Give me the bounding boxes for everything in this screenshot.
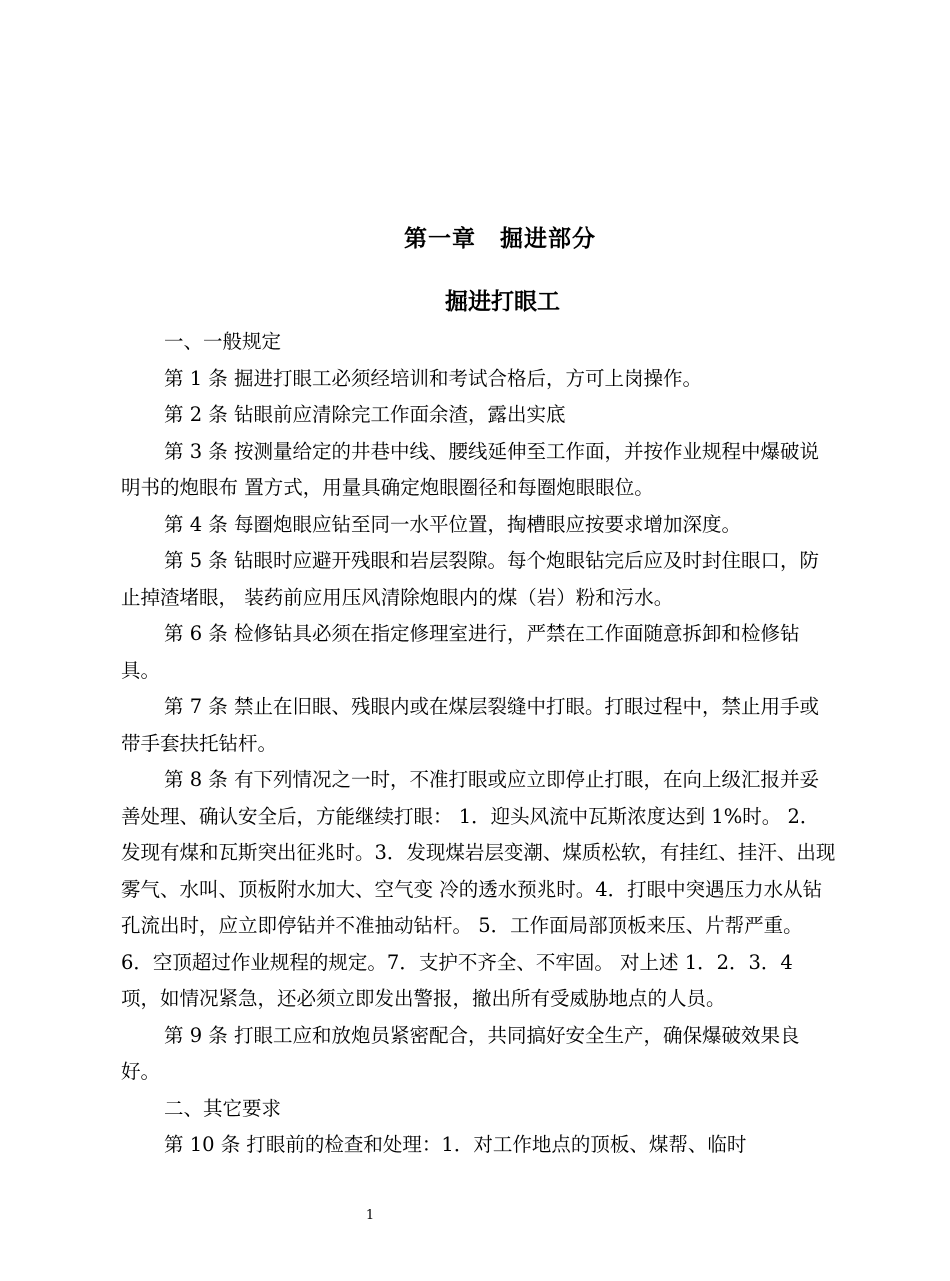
heading-general-rules: 一、一般规定 xyxy=(164,330,282,353)
article-9: 第 9 条 打眼工应和放炮员紧密配合，共同搞好安全生产，确保爆破效果良好。 xyxy=(121,1023,800,1083)
heading-other-requirements: 二、其它要求 xyxy=(164,1096,282,1120)
article-2: 第 2 条 钻眼前应清除完工作面余渣，露出实底 xyxy=(164,403,566,426)
article-1: 第 1 条 掘进打眼工必须经培训和考试合格后，方可上岗操作。 xyxy=(164,366,703,390)
article-3: 第 3 条 按测量给定的井巷中线、腰线延伸至工作面，并按作业规程中爆破说明书的炮眼布 置方式，用量具确定炮眼圈径和每圈炮眼眼位。 xyxy=(121,439,820,499)
article-6: 第 6 条 检修钻具必须在指定修理室进行，严禁在工作面随意拆卸和检修钻具。 xyxy=(121,622,800,682)
article-8: 第 8 条 有下列情况之一时，不准打眼或应立即停止打眼，在向上级汇报并妥善处理、确认安全后，方能继续打眼： 1．迎头风流中瓦斯浓度达到 1%时。 2．发现有煤和瓦斯突出征兆时。3．发现煤岩层变潮、煤质松软，有挂红、挂汗、出现雾气、水叫、顶板附水加大、空气变 冷的透水预兆时。4．打眼中突遇压力水从钻孔流出时，应立即停钻并不准抽动钻杆。 5．工作面局部顶板来压、片帮严重。 6．空顶超过作业规程的规定。7．支护不齐全、不牢固。 对上述 1．2．3．4 项，如情况紧急，还必须立即发出警报，撤出所有受威胁地点的人员。 xyxy=(121,768,836,1010)
chapter-title: 第一章 掘进部分 xyxy=(404,225,596,252)
document-body xyxy=(121,324,836,1164)
article-5: 第 5 条 钻眼时应避开残眼和岩层裂隙。每个炮眼钻完后应及时封住眼口，防止掉渣堵眼， 装药前应用压风清除炮眼内的煤（岩）粉和污水。 xyxy=(121,549,820,609)
article-4: 第 4 条 每圈炮眼应钻至同一水平位置，掏槽眼应按要求增加深度。 xyxy=(164,512,742,536)
page-number: 1 xyxy=(365,1208,375,1223)
article-7: 第 7 条 禁止在旧眼、残眼内或在煤层裂缝中打眼。打眼过程中，禁止用手或带手套扶托钻杆。 xyxy=(121,695,820,755)
article-10: 第 10 条 打眼前的检查和处理：1．对工作地点的顶板、煤帮、临时 xyxy=(164,1133,747,1156)
section-title: 掘进打眼工 xyxy=(445,288,560,315)
